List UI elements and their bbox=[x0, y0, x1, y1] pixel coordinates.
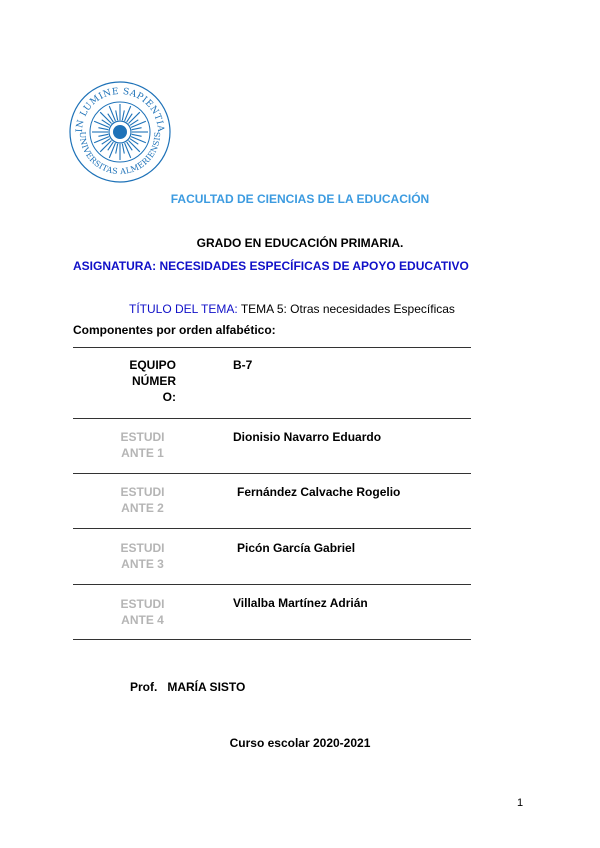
divider bbox=[73, 528, 471, 529]
divider bbox=[73, 347, 471, 348]
topic-label: TÍTULO DEL TEMA: bbox=[129, 302, 238, 316]
components-label: Componentes por orden alfabético: bbox=[73, 323, 276, 337]
seal-ray bbox=[122, 144, 124, 154]
divider bbox=[73, 639, 471, 640]
seal-ray bbox=[109, 106, 115, 121]
team-label-line: EQUIPO bbox=[129, 358, 176, 372]
divider bbox=[73, 584, 471, 585]
seal-ray bbox=[94, 121, 109, 127]
student-4-name: Villalba Martínez Adrián bbox=[233, 596, 368, 610]
student-label-line: ANTE 1 bbox=[121, 446, 164, 460]
seal-ray bbox=[125, 106, 131, 121]
divider bbox=[73, 473, 471, 474]
seal-ray bbox=[125, 143, 131, 158]
seal-ray bbox=[100, 140, 111, 151]
page-number: 1 bbox=[517, 797, 524, 809]
subject-title: ASIGNATURA: NECESIDADES ESPECÍFICAS DE APOYO EDUCATIVO bbox=[73, 259, 469, 273]
student-label-line: ANTE 4 bbox=[121, 613, 164, 627]
degree-title: GRADO EN EDUCACIÓN PRIMARIA. bbox=[196, 236, 404, 250]
seal-ray bbox=[132, 128, 142, 130]
team-label-line: NÚMER bbox=[132, 374, 176, 388]
student-4-label bbox=[110, 596, 175, 628]
team-label bbox=[110, 357, 176, 405]
student-3-label bbox=[110, 540, 175, 572]
student-1-name: Dionisio Navarro Eduardo bbox=[233, 430, 382, 444]
seal-ray bbox=[94, 137, 109, 143]
topic-line bbox=[129, 302, 455, 316]
professor-line bbox=[130, 680, 245, 694]
student-label-line: ESTUDI bbox=[120, 430, 165, 444]
student-2-label bbox=[110, 484, 175, 516]
student-label-line: ESTUDI bbox=[120, 597, 165, 611]
student-label-line: ESTUDI bbox=[120, 541, 165, 555]
faculty-title: FACULTAD DE CIENCIAS DE LA EDUCACIÓN bbox=[170, 192, 430, 206]
topic-value: TEMA 5: Otras necesidades Específicas bbox=[240, 302, 455, 316]
seal-icon bbox=[68, 80, 172, 184]
university-seal-logo bbox=[68, 80, 172, 184]
team-number: B-7 bbox=[233, 358, 253, 372]
divider bbox=[73, 418, 471, 419]
student-label-line: ANTE 2 bbox=[121, 501, 164, 515]
student-1-label bbox=[110, 429, 175, 461]
seal-ray bbox=[122, 110, 124, 120]
seal-ray bbox=[116, 144, 118, 154]
svg-text:IN LUMINE SAPIENTIA: IN LUMINE SAPIENTIA bbox=[74, 86, 166, 133]
student-label-line: ANTE 3 bbox=[121, 557, 164, 571]
student-2-name: Fernández Calvache Rogelio bbox=[237, 485, 401, 499]
svg-text:UNIVERSITAS ALMERIENSIS: UNIVERSITAS ALMERIENSIS bbox=[77, 131, 163, 177]
seal-ray bbox=[109, 143, 115, 158]
seal-ray bbox=[131, 137, 146, 143]
course-year: Curso escolar 2020-2021 bbox=[229, 736, 371, 750]
seal-ray bbox=[128, 140, 139, 151]
student-3-name: Picón García Gabriel bbox=[237, 541, 356, 555]
student-label-line: ESTUDI bbox=[120, 485, 165, 499]
professor-name: MARÍA SISTO bbox=[167, 680, 246, 694]
seal-ray bbox=[128, 112, 139, 123]
seal-ray bbox=[131, 121, 146, 127]
seal-ray bbox=[98, 128, 108, 130]
seal-ray bbox=[98, 134, 108, 136]
professor-prefix: Prof. bbox=[130, 680, 158, 694]
seal-ray bbox=[100, 112, 111, 123]
team-label-line: O: bbox=[162, 390, 176, 404]
seal-ray bbox=[132, 134, 142, 136]
seal-ray bbox=[116, 110, 118, 120]
